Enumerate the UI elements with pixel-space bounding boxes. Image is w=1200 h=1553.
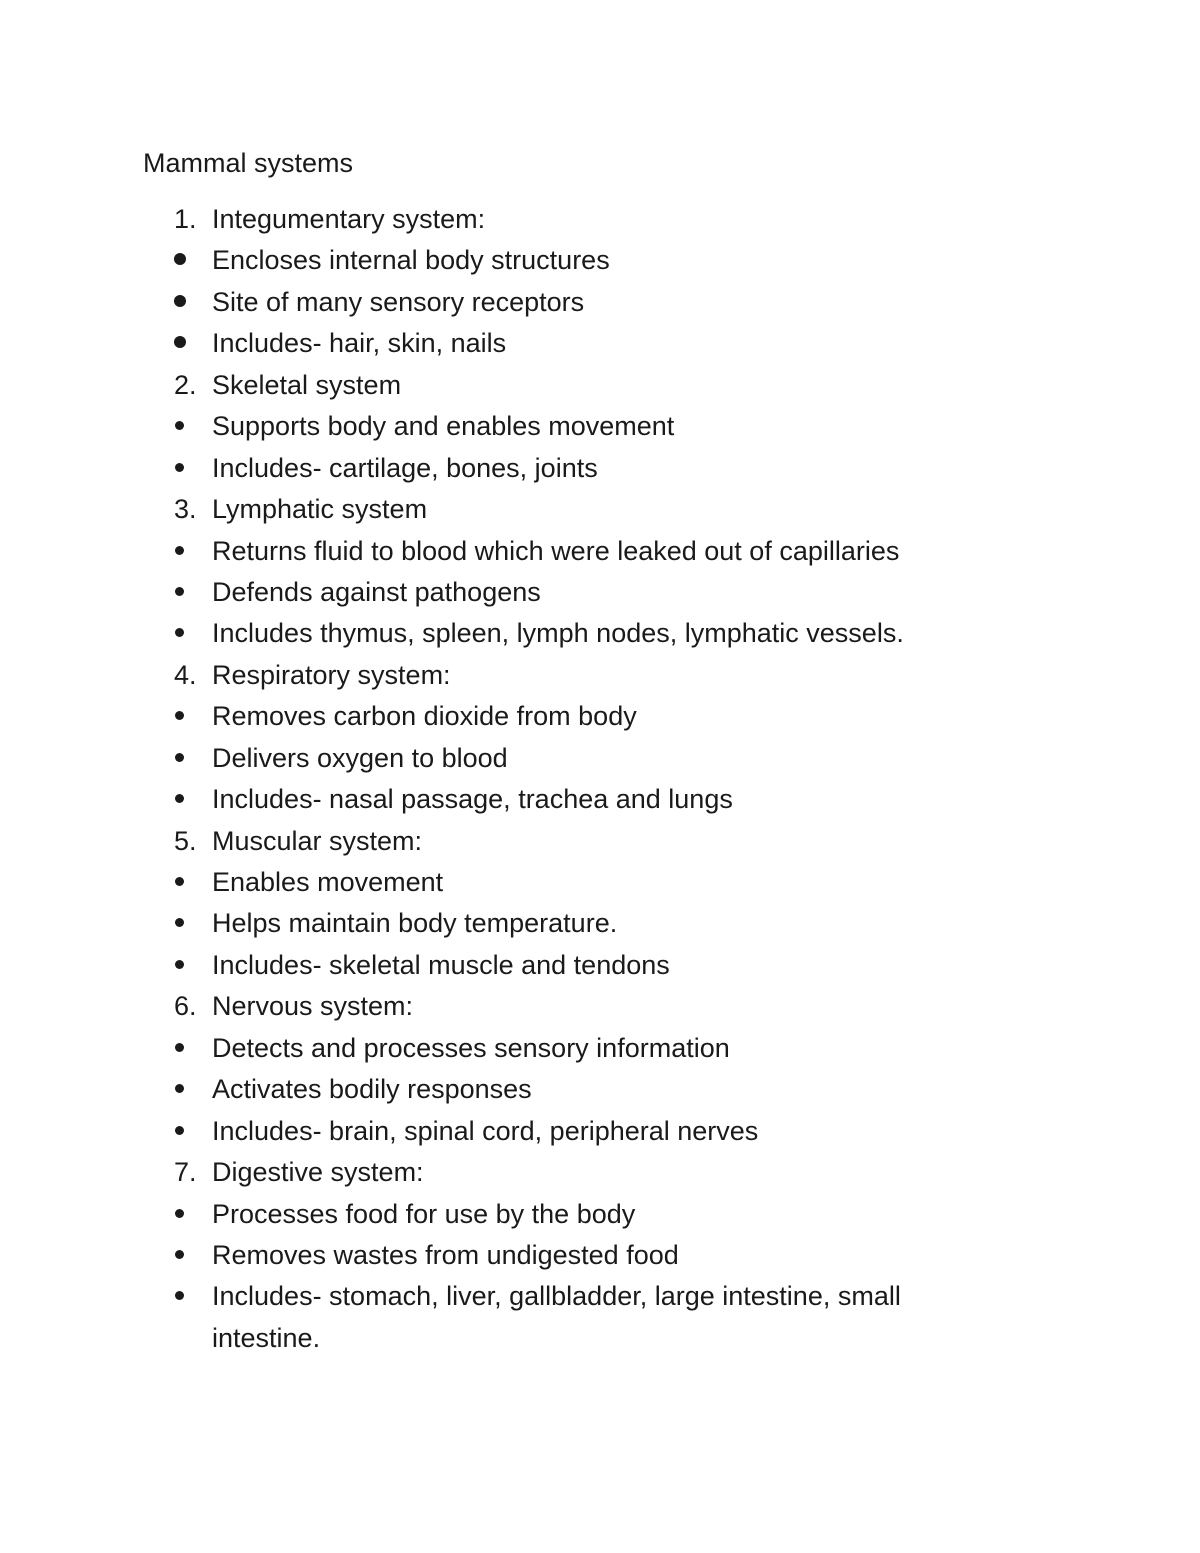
numbered-item	[0, 655, 1200, 696]
numbered-item	[0, 821, 1200, 862]
bullet-icon	[175, 1043, 184, 1052]
item-text: Encloses internal body structures	[212, 245, 610, 276]
bullet-icon	[175, 711, 184, 720]
bullet-item	[0, 862, 1200, 903]
bullet-icon	[175, 753, 184, 762]
item-text: Includes- skeletal muscle and tendons	[212, 949, 670, 980]
bullet-icon	[175, 1209, 184, 1218]
numbered-item	[0, 365, 1200, 406]
bullet-icon	[175, 1250, 184, 1259]
bullet-icon	[174, 253, 186, 265]
item-number: 5.	[174, 825, 197, 856]
item-text: Digestive system:	[212, 1157, 424, 1188]
bullet-item	[0, 1111, 1200, 1152]
bullet-item	[0, 1028, 1200, 1069]
bullet-icon	[175, 546, 184, 555]
item-number: 1.	[174, 204, 197, 234]
bullet-item	[0, 738, 1200, 779]
bullet-item	[0, 613, 1200, 654]
numbered-item	[0, 1152, 1200, 1193]
bullet-item	[0, 406, 1200, 447]
item-text: Removes carbon dioxide from body	[212, 701, 637, 732]
bullet-item	[0, 696, 1200, 737]
bullet-icon	[175, 960, 184, 969]
bullet-icon	[175, 918, 184, 927]
bullet-item	[0, 282, 1200, 323]
item-text: Skeletal system	[212, 369, 402, 400]
list-item-continuation	[0, 1318, 1200, 1359]
bullet-icon	[175, 421, 184, 430]
item-text: Includes- stomach, liver, gallbladder, large intestine, small	[212, 1281, 901, 1312]
item-text: Lymphatic system	[212, 494, 428, 525]
item-text: Includes- brain, spinal cord, peripheral nerves	[212, 1115, 759, 1146]
bullet-item	[0, 1194, 1200, 1235]
item-text: Nervous system:	[212, 991, 414, 1022]
item-text: Activates bodily responses	[212, 1074, 532, 1105]
item-text: Enables movement	[212, 867, 444, 897]
numbered-item	[0, 986, 1200, 1027]
bullet-item	[0, 779, 1200, 820]
bullet-icon	[174, 295, 186, 307]
item-number: 3.	[174, 494, 197, 525]
item-number: 6.	[174, 991, 197, 1022]
item-text: intestine.	[212, 1322, 321, 1353]
bullet-item	[0, 1235, 1200, 1276]
item-text: Defends against pathogens	[212, 576, 541, 607]
bullet-item	[0, 572, 1200, 613]
item-text: Helps maintain body temperature.	[212, 908, 618, 939]
bullet-item	[0, 531, 1200, 572]
bullet-item	[0, 448, 1200, 489]
bullet-icon	[174, 336, 186, 348]
bullet-icon	[175, 463, 184, 472]
item-text: Returns fluid to blood which were leaked out of capillaries	[212, 535, 900, 566]
item-text: Site of many sensory receptors	[212, 286, 585, 317]
bullet-icon	[175, 628, 184, 637]
bullet-icon	[175, 1291, 184, 1300]
bullet-icon	[175, 1084, 184, 1093]
bullet-item	[0, 1276, 1200, 1317]
item-text: Removes wastes from undigested food	[212, 1239, 679, 1270]
numbered-item	[0, 199, 1200, 240]
bullet-item	[0, 1069, 1200, 1110]
bullet-item	[0, 903, 1200, 944]
bullet-item	[0, 240, 1200, 281]
item-text: Supports body and enables movement	[212, 411, 675, 442]
item-number: 7.	[174, 1157, 197, 1188]
bullet-icon	[175, 587, 184, 596]
item-text: Includes- cartilage, bones, joints	[212, 452, 598, 483]
item-text: Includes- nasal passage, trachea and lungs	[212, 784, 733, 815]
bullet-icon	[175, 877, 184, 886]
item-text: Includes thymus, spleen, lymph nodes, lymphatic vessels.	[212, 618, 904, 649]
item-text: Detects and processes sensory information	[212, 1032, 730, 1063]
systems-list	[0, 199, 1200, 1359]
numbered-item	[0, 489, 1200, 530]
document-title: Mammal systems	[143, 148, 354, 178]
item-number: 4.	[174, 659, 197, 690]
bullet-item	[0, 323, 1200, 364]
item-text: Respiratory system:	[212, 659, 451, 690]
bullet-icon	[175, 1126, 184, 1135]
bullet-icon	[175, 794, 184, 803]
item-text: Processes food for use by the body	[212, 1198, 636, 1229]
item-text: Includes- hair, skin, nails	[212, 328, 507, 359]
item-text: Delivers oxygen to blood	[212, 742, 508, 773]
bullet-item	[0, 945, 1200, 986]
item-text: Muscular system:	[212, 825, 423, 856]
item-number: 2.	[174, 369, 197, 400]
item-text: Integumentary system:	[212, 204, 486, 234]
